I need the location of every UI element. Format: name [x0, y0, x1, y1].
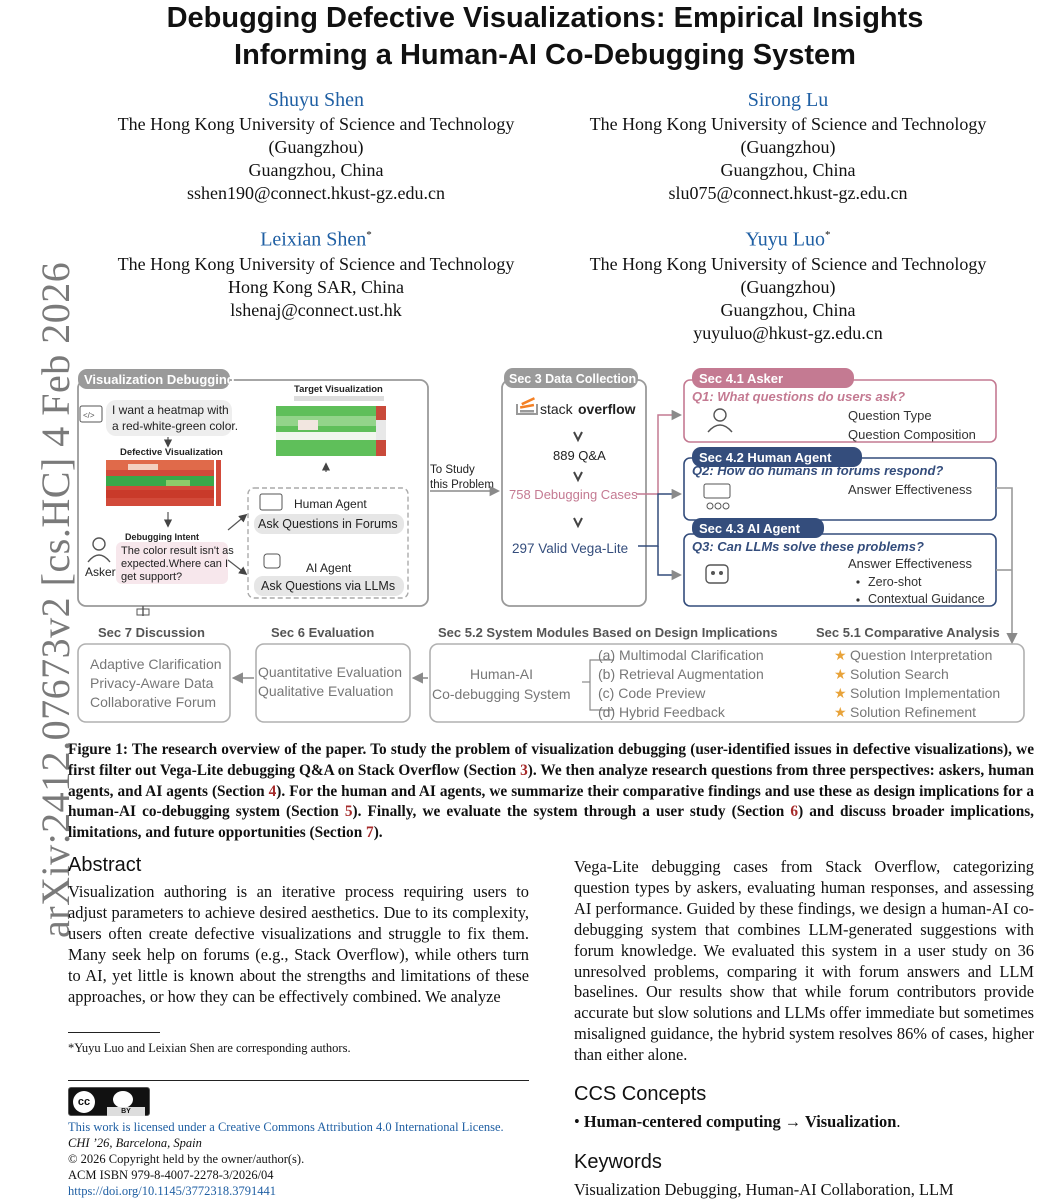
author-affiliation: The Hong Kong University of Science and Technology — [117, 253, 515, 274]
sec43-label: Sec 4.3 AI Agent — [699, 521, 800, 536]
vis-debugging-label: Visualization Debugging — [84, 372, 235, 387]
author-location: Guangzhou, China — [720, 299, 856, 320]
defective-heatmap-image — [106, 460, 221, 506]
ref-section-5[interactable]: 5 — [344, 803, 353, 821]
footnote-rule — [68, 1032, 160, 1033]
q3-item-a: Answer Effectiveness — [848, 556, 973, 571]
venue: CHI ’26, Barcelona, Spain — [68, 1136, 202, 1150]
author-affiliation: The Hong Kong University of Science and Technology — [589, 253, 987, 274]
author-affiliation-2: (Guangzhou) — [740, 137, 836, 157]
comparison-1: Question Interpretation — [850, 647, 993, 663]
sec7-item-1: Adaptive Clarification — [90, 656, 222, 672]
ref-section-3[interactable]: 3 — [520, 761, 528, 779]
intent-line2: expected.Where can I — [121, 558, 229, 570]
sec7-item-2: Privacy-Aware Data — [90, 675, 214, 691]
asker-label: Asker — [85, 565, 116, 579]
figure-caption: Figure 1: The research overview of the paper. To study the problem of visualization debugging (user-identified issues in defective visualizations), we first filter out Vega-Lite debugging Q&A on Stack Overflow (Section 3). We then analyze research questions from three perspectives: askers, human agents, and AI agents (Section 4). For the human and AI agents, we summarize their comparative findings and use these as design implications for a human-AI co-debugging system (Section 5). Finally, we evaluate the system through a user study (Section 6) and discuss broader implications, limitations, and future opportunities (Section 7). — [68, 741, 1034, 842]
comparison-3: Solution Implementation — [850, 685, 1001, 701]
cc-icon: cc — [73, 1091, 95, 1113]
sec6-item-2: Qualitative Evaluation — [258, 683, 394, 699]
author-name[interactable]: Yuyu Luo* — [745, 228, 831, 251]
q3-text: Q3: Can LLMs solve these problems? — [692, 539, 924, 554]
author-email: yuyuluo@hkust-gz.edu.cn — [693, 322, 883, 343]
target-heatmap-image — [276, 406, 386, 456]
author-block-3 — [81, 222, 551, 322]
author-name[interactable]: Sirong Lu — [747, 89, 829, 111]
copyright: © 2026 Copyright held by the owner/author(s). — [68, 1152, 305, 1166]
license-block — [68, 1119, 538, 1199]
overflow-text: overflow — [578, 401, 636, 417]
ccs-heading: CCS Concepts — [574, 1083, 707, 1105]
author-location: Guangzhou, China — [248, 160, 384, 180]
module-a: (a) Multimodal Clarification — [598, 647, 764, 663]
star-icon: ★ — [834, 666, 847, 682]
title-line-1: Debugging Defective Visualizations: Empirical Insights — [166, 2, 924, 34]
author-name[interactable]: Shuyu Shen — [267, 89, 365, 111]
author-block-2 — [553, 87, 1023, 205]
q2-text: Q2: How do humans in forums respond? — [692, 463, 944, 478]
author-email: sshen190@connect.hkust-gz.edu.cn — [186, 183, 445, 203]
paper-title — [60, 0, 1030, 74]
debug-intent-label: Debugging Intent — [125, 532, 199, 542]
by-label: BY — [107, 1107, 145, 1116]
abstract-left-column: Visualization authoring is an iterative process requiring users to adjust parameters to achieve desired aesthetics. Due to its complexity, users often create defective visualizations and struggle to fix them. Many seek help on forums (e.g., Stack Overflow), while others turn to AI, yet little is known about the strengths and limitations of these approaches, or how they can be effectively combined. We analyze — [68, 882, 529, 1006]
doi-link[interactable]: https://doi.org/10.1145/3772318.3791441 — [68, 1184, 276, 1198]
author-email: lshenaj@connect.ust.hk — [230, 299, 402, 320]
author-name[interactable]: Leixian Shen* — [260, 228, 372, 251]
module-b: (b) Retrieval Augmentation — [598, 666, 764, 682]
figure-1-overview — [68, 360, 1030, 732]
star-icon: ★ — [834, 647, 847, 663]
keywords-text: Visualization Debugging, Human-AI Collaboration, LLM — [574, 1180, 954, 1199]
person-icon — [113, 1091, 133, 1108]
comparison-4: Solution Refinement — [850, 704, 977, 720]
sec7-label: Sec 7 Discussion — [98, 625, 205, 640]
abstract-heading: Abstract — [68, 854, 142, 876]
author-location: Guangzhou, China — [720, 160, 856, 180]
ref-section-7[interactable]: 7 — [366, 824, 374, 842]
module-d: (d) Hybrid Feedback — [598, 704, 725, 720]
keywords-heading: Keywords — [574, 1151, 662, 1173]
sec7-item-3: Collaborative Forum — [90, 694, 217, 710]
q1-item-a: Question Type — [848, 408, 932, 423]
author-affiliation: The Hong Kong University of Science and Technology — [117, 114, 515, 134]
overview-diagram — [68, 360, 1030, 732]
ref-section-4[interactable]: 4 — [268, 782, 277, 800]
q1-item-b: Question Composition — [848, 427, 976, 442]
code-icon-glyph: </> — [83, 411, 95, 420]
target-vis-label: Target Visualization — [294, 384, 383, 395]
corresponding-footnote: *Yuyu Luo and Leixian Shen are corresponding authors. — [68, 1041, 351, 1055]
title-line-2: Informing a Human-AI Co-Debugging System — [234, 39, 856, 71]
human-agent-label: Human Agent — [294, 497, 367, 511]
sec42-label: Sec 4.2 Human Agent — [699, 450, 832, 465]
sec3-label: Sec 3 Data Collection — [509, 372, 637, 386]
sec41-label: Sec 4.1 Asker — [699, 371, 784, 386]
abstract-right-column: Vega-Lite debugging cases from Stack Overflow, categorizing question types by askers, evaluating human responses, and assessing AI performance. Guided by these findings, we design a human-AI co-debugging system that combines LLM-generated suggestions with forum knowledge. We evaluated this system in a user study on 36 unresolved problems, comparing it with forum answers and LLM baselines. Our results show that while forum contributors provide accurate but slow solutions and LLMs offer immediate but sometimes misaligned guidance, the hybrid system resolves 86% of cases, higher than either alone. — [574, 857, 1034, 1065]
cc-by-badge[interactable] — [68, 1087, 150, 1116]
author-affiliation-2: (Guangzhou) — [268, 137, 364, 157]
author-affiliation: The Hong Kong University of Science and Technology — [589, 114, 987, 134]
author-email: slu075@connect.hkust-gz.edu.cn — [668, 183, 908, 203]
author-block-4 — [553, 222, 1023, 345]
star-icon: ★ — [834, 685, 847, 701]
sec6-label: Sec 6 Evaluation — [271, 625, 375, 640]
defective-vis-label: Defective Visualization — [120, 447, 223, 458]
to-study-line1: To Study — [430, 464, 475, 476]
sec51-label: Sec 5.1 Comparative Analysis — [816, 625, 1000, 640]
system-line1: Human-AI — [470, 666, 534, 682]
debug-cases: 758 Debugging Cases — [509, 487, 638, 502]
q1-text: Q1: What questions do users ask? — [692, 389, 906, 404]
author-location: Hong Kong SAR, China — [227, 276, 404, 297]
ask-llms-text: Ask Questions via LLMs — [261, 579, 396, 593]
stack-text: stack — [540, 401, 573, 417]
intent-line1: The color result isn't as — [121, 545, 234, 557]
valid-vega-lite: 297 Valid Vega-Lite — [512, 541, 629, 556]
to-study-line2: this Problem — [430, 479, 494, 491]
ai-agent-label: AI Agent — [306, 561, 352, 575]
sec6-item-1: Quantitative Evaluation — [258, 664, 402, 680]
ref-section-6[interactable]: 6 — [790, 803, 799, 821]
q2-item-a: Answer Effectiveness — [848, 482, 973, 497]
arxiv-identifier: arXiv:2412.07673v2 [cs.HC] 4 Feb 2026 — [33, 261, 78, 938]
ccs-concepts: • Human-centered computing → Visualization. — [574, 1112, 901, 1131]
arxiv-sidebar — [0, 0, 78, 960]
q3-item-c: Contextual Guidance — [868, 592, 985, 606]
license-link[interactable]: This work is licensed under a Creative Commons Attribution 4.0 International License. — [68, 1120, 504, 1134]
plug-icon — [137, 606, 149, 616]
license-rule — [68, 1080, 529, 1081]
sec52-label: Sec 5.2 System Modules Based on Design Implications — [438, 625, 778, 640]
qa-count: 889 Q&A — [553, 448, 606, 463]
isbn: ACM ISBN 979-8-4007-2278-3/2026/04 — [68, 1168, 274, 1182]
author-block-1 — [81, 87, 551, 205]
star-icon: ★ — [834, 704, 847, 720]
intent-line3: get support? — [121, 571, 183, 583]
system-line2: Co-debugging System — [432, 686, 571, 702]
author-affiliation-2: (Guangzhou) — [740, 276, 836, 297]
user-request-line2: a red-white-green color. — [112, 419, 239, 433]
comparison-2: Solution Search — [850, 666, 949, 682]
user-request-line1: I want a heatmap with — [112, 403, 229, 417]
module-c: (c) Code Preview — [598, 685, 706, 701]
ask-forums-text: Ask Questions in Forums — [258, 517, 398, 531]
q3-item-b: Zero-shot — [868, 575, 922, 589]
